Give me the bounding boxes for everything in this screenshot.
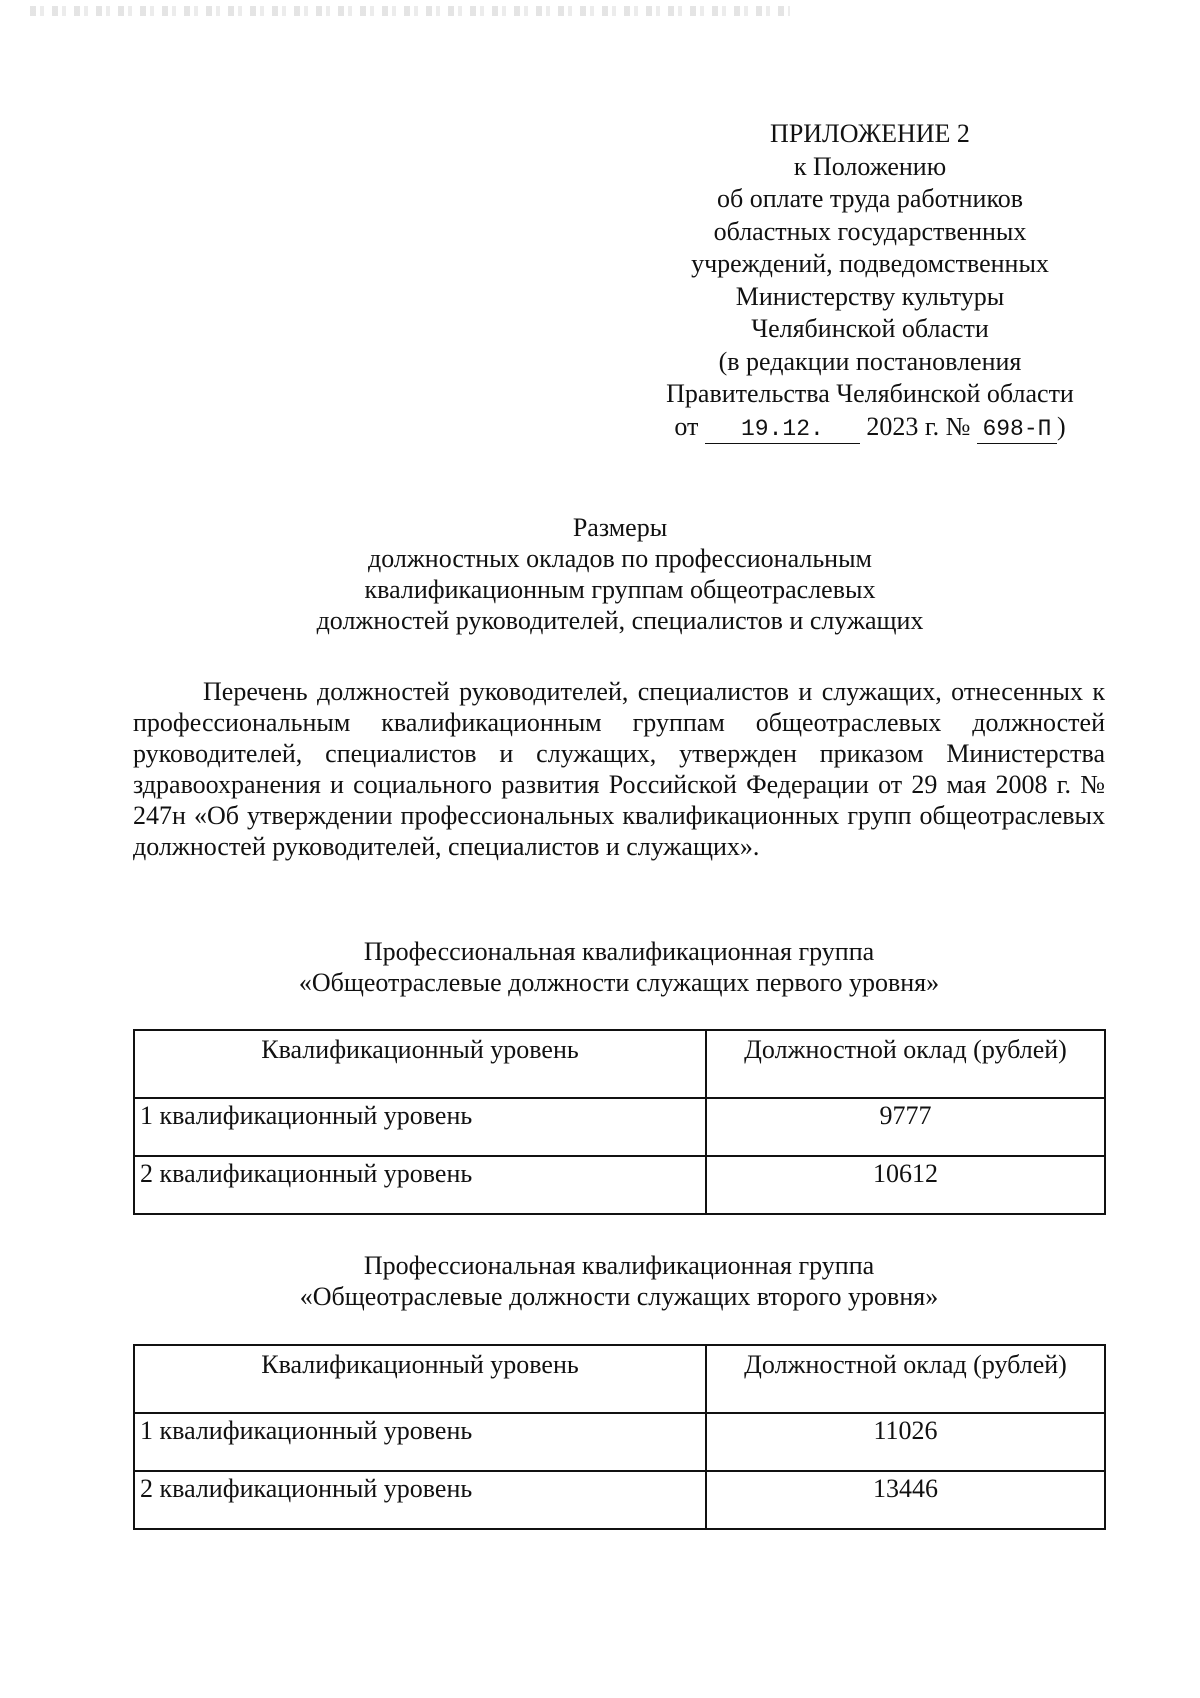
group-title-line: «Общеотраслевые должности служащих второго уровня» [299, 1282, 939, 1311]
appendix-line: областных государственных [713, 216, 1027, 246]
document-heading [200, 512, 1040, 636]
table-header-row [134, 1345, 1105, 1413]
appendix-line: (в редакции постановления [718, 346, 1022, 376]
group-1-salary-table [133, 1029, 1106, 1215]
date-field: 19.12. [705, 415, 860, 444]
header-salary: Должностной оклад (рублей) [706, 1345, 1105, 1413]
appendix-line: учреждений, подведомственных [691, 249, 1049, 278]
closing-paren: ) [1056, 411, 1066, 441]
decree-number-field: 698-П [977, 415, 1057, 444]
appendix-line: Челябинской области [751, 314, 989, 343]
cell-salary: 13446 [706, 1471, 1105, 1529]
appendix-line: Правительства Челябинской области [666, 379, 1074, 408]
date-prefix: от [674, 411, 699, 441]
heading-line: должностных окладов по профессиональным [367, 544, 873, 573]
group-title-line: Профессиональная квалификационная группа [363, 937, 875, 966]
table-row [134, 1098, 1105, 1156]
date-year: 2023 г. № [866, 411, 971, 441]
scan-artifact [30, 6, 790, 16]
group-title-line: «Общеотраслевые должности служащих первого уровня» [298, 968, 940, 997]
heading-line: должностей руководителей, специалистов и служащих [316, 606, 924, 635]
appendix-line: Министерству культуры [735, 281, 1005, 311]
group-2-salary-table [133, 1344, 1106, 1530]
cell-level: 2 квалификационный уровень [134, 1156, 706, 1214]
header-level: Квалификационный уровень [134, 1030, 706, 1098]
table-row [134, 1471, 1105, 1529]
cell-salary: 10612 [706, 1156, 1105, 1214]
heading-line: квалификационным группам общеотраслевых [364, 575, 876, 604]
group-1-title [133, 936, 1105, 998]
group-title-line: Профессиональная квалификационная группа [363, 1251, 875, 1280]
appendix-line: об оплате труда работников [716, 184, 1024, 213]
cell-salary: 9777 [706, 1098, 1105, 1156]
table-row [134, 1413, 1105, 1471]
header-level: Квалификационный уровень [134, 1345, 706, 1413]
intro-paragraph: Перечень должностей руководителей, специалистов и служащих, отнесенных к профессиональным квалификационным группам общеотраслевых должностей руководителей, специалистов и служащих, утвержден приказом Министерства здравоохранения и социального развития Российской Федерации от 29 мая 2008 г. № 247н «Об утверждении профессиональных квалификационных групп общеотраслевых должностей руководителей, специалистов и служащих». [133, 677, 1105, 861]
header-salary: Должностной оклад (рублей) [706, 1030, 1105, 1098]
cell-level: 1 квалификационный уровень [134, 1098, 706, 1156]
appendix-line: к Положению [793, 151, 947, 181]
group-2-title [133, 1250, 1105, 1312]
appendix-date-line [640, 411, 1100, 444]
cell-level: 1 квалификационный уровень [134, 1413, 706, 1471]
appendix-title: ПРИЛОЖЕНИЕ 2 [770, 119, 970, 148]
cell-salary: 11026 [706, 1413, 1105, 1471]
cell-level: 2 квалификационный уровень [134, 1471, 706, 1529]
table-row [134, 1156, 1105, 1214]
appendix-block [640, 118, 1100, 444]
table-header-row [134, 1030, 1105, 1098]
heading-line: Размеры [572, 513, 668, 542]
